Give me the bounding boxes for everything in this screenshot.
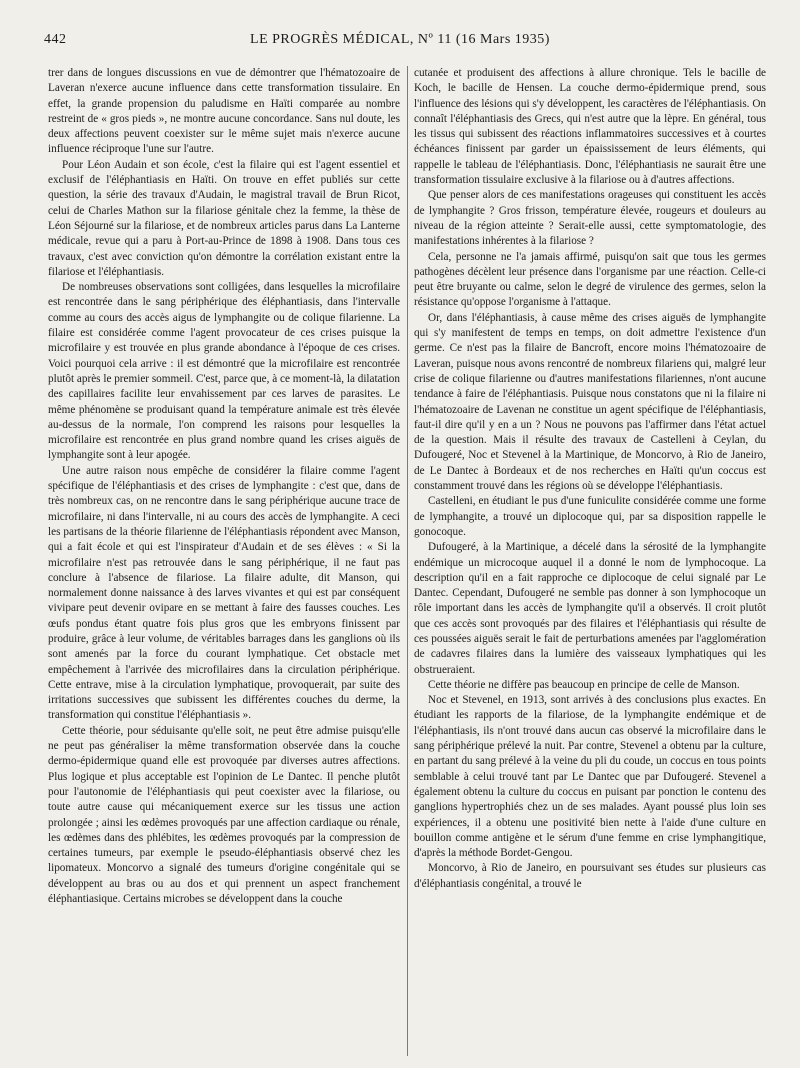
paragraph: trer dans de longues discussions en vue de démontrer que l'hématozoaire de Laveran n'exerce aucune influence dans cette transformation tissulaire. En effet, la grande propension du paludisme en Haïti comparée au nombre restreint de « gros pieds », ne montre aucune concordance. Sans nul doute, les deux affections peuvent coexister sur le même sujet mais n'exerce aucune influence réciproque l'une sur l'autre. [48,67,400,156]
paragraph: Cela, personne ne l'a jamais affirmé, puisqu'on sait que tous les germes pathogènes décèlent leur présence dans l'organisme par une réaction. Celle-ci peut être bruyante ou calme, selon le degré de virulence des germes, selon la résistance qu'oppose l'organisme à l'attaque. [414,250,766,309]
left-column [48,66,400,1056]
page-header [30,30,770,52]
paragraph: Castelleni, en étudiant le pus d'une funiculite considérée comme une forme de lymphangite, a trouvé un diplocoque qui, par sa disposition rappelle le gonocoque. [414,495,766,538]
paragraph: Cette théorie ne diffère pas beaucoup en principe de celle de Manson. [428,678,740,691]
page-number: 442 [44,32,67,47]
paragraph: Que penser alors de ces manifestations orageuses qui constituent les accès de lymphangite ? Gros frisson, température élevée, rougeurs et douleurs au niveau de la région atteinte ? Serait-elle aussi, cette symptomatologie, des manifestations inhérentes à la filariose ? [414,189,766,248]
paragraph: Une autre raison nous empêche de considérer la filaire comme l'agent spécifique de l'éléphantiasis et des crises de lymphangite : c'est que, dans de très nombreux cas, on ne rencontre dans le sang périphérique aucune trace de microfilaire, ni dans l'intervalle, ni au cours des accès de lymphangite. A ceci les partisans de la théorie filarienne de l'éléphantiasis répondent avec Manson, qui a fait école et qui est l'inspirateur d'Audain et de ses élèves : « Si la microfilaire n'est pas retrouvée dans le sang périphérique, il ne faut pas conclure à l'absence de filariose. La filaire adulte, dit Manson, qui normalement donne naissance à des larves vivantes et qui est par conséquent vivipare peut devenir ovipare en se mettant à faire des fausses couches. Les œufs pondus étant quatre fois plus gros que les embryons finissent par produire, grâce à leur volume, de véritables barrages dans les ganglions où ils sont amenés par la force du courant lymphatique. Cet obstacle met empêchement à l'arrivée des microfilaires dans la circulation périphérique. Cette entrave, mise à la circulation lymphatique, provoquerait, par suite des irritations successives que subissent les différentes couches du derme, la transformation qui constitue l'éléphantiasis ». [48,464,400,722]
paragraph: cutanée et produisent des affections à allure chronique. Tels le bacille de Koch, le bacille de Hensen. La couche dermo-épidermique prend, sous l'influence des lésions qui s'y développent, les caractères de l'éléphantiasis. On connaît l'éléphantiasis des Grecs, qui n'est autre que la lèpre. En général, tous les tissus qui subissent des réactions inflammatoires successives et à courtes échéances finissent par garder un épaississement de leurs éléments, qui rappelle le tableau de l'éléphantiasis. Donc, l'éléphantiasis ne saurait être une transformation tissulaire exclusive à la filariose ou à d'autres affections. [414,67,766,187]
paragraph: Moncorvo, à Rio de Janeiro, en poursuivant ses études sur plusieurs cas d'éléphantiasis congénital, a trouvé le [414,862,766,890]
column-divider [407,66,408,1056]
paragraph: Or, dans l'éléphantiasis, à cause même des crises aiguës de lymphangite qui s'y manifestent de temps en temps, on doit admettre l'existence d'un germe. Ce n'est pas la filaire de Bancroft, encore moins l'hématozoaire de Laveran, puisque nous avons rencontré de nombreux filariens qui, malgré leur crise de colique filarienne ou d'autres manifestations filariennes, n'ont aucune tendance à faire de l'éléphantiasis. Puisque nous constatons que ni la filaire ni l'hématozoaire de Lavenan ne constitue un agent spécifique de l'éléphantiasis, faut-il dire qu'il y en a un ? Nous ne pouvons pas l'affirmer dans l'état actuel de la question. Mais il résulte des travaux de Castelleni à Ceylan, du Dufougeré, Noc et Stevenel à la Martinique, de Moncorvo, à Rio de Janeiro, de Le Dantec à Bordeaux et de nos recherches en Haïti qu'un coccus est constamment trouvé dans les régions où se développe l'éléphantiasis. [414,311,766,493]
paragraph: Noc et Stevenel, en 1913, sont arrivés à des conclusions plus exactes. En étudiant les rapports de la filariose, de la lymphangite endémique et de l'éléphantiasis, ils n'ont trouvé dans aucun cas observé la microfilaire dans le sang périphérique prélevé la nuit. Par contre, Stevenel a obtenu par la culture, en partant du sang prélevé à la veine du pli du coude, un coccus en tous points semblable à celui trouvé tant par Le Dantec que par Dufougeré. Stevenel a également obtenu la culture du coccus en puisant par ponction le contenu des ganglions hypertrophiés chez un de ses malades. Ayant poussé plus loin ses expériences, il a obtenu une positivité bien nette à l'aide d'une culture en bouillon comme antigène et le sérum d'une femme en crise lymphangitique, d'après la méthode Bordet-Gengou. [414,694,766,860]
paragraph: Pour Léon Audain et son école, c'est la filaire qui est l'agent essentiel et exclusif de l'éléphantiasis en Haïti. On trouve en effet publiés sur cette question, la série des travaux d'Audain, le magistral travail de Brun Ricot, celui de Charles Mathon sur la filariose génitale chez la femme, la thèse de Léon Séjourné sur la filariose, et de nombreux articles parus dans La Lanterne médicale, revue qui a paru à Port-au-Prince de 1898 à 1908. Dans tous ces travaux, c'est avec conviction qu'on démontre la corrélation existant entre la filariose et l'éléphantiasis. [48,158,400,278]
paragraph: De nombreuses observations sont colligées, dans lesquelles la microfilaire est rencontrée dans le sang périphérique des éléphantiasis, dans l'intervalle comme au cours des accès aigus de lymphangite ou de colique filarienne. La filaire est considérée comme l'agent provocateur de ces crises puisque la microfilaire y est trouvée en plus grande abondance à l'époque de ces crises. Voici pourquoi cela arrive : il est démontré que la microfilaire est rencontrée plutôt après le premier sommeil. C'est, parce que, à ce moment-là, la dilatation des capillaires facilite leur envahissement par ces larves de parasites. Le même phénomène se produisant quand la température animale est très élevée au-dessus de la normale, l'on comprend les raisons pour lesquelles la microfilaire est rencontrée en plus grand nombre quand les crises aiguës de lymphangite sont à leur apogée. [48,281,400,462]
running-title: LE PROGRÈS MÉDICAL, Nº 11 (16 Mars 1935) [250,32,550,47]
paragraph: Cette théorie, pour séduisante qu'elle soit, ne peut être admise puisqu'elle ne peut pas généraliser la même transformation observée dans la couche dermo-épidermique quand elle est provoquée par diverses autres affections. Plus logique et plus acceptable est l'opinion de Le Dantec. Il penche plutôt pour l'autonomie de l'éléphantiasis qui peut coexister avec la filariose, ou toute autre cause qui mécaniquement exerce sur les tissus une action prolongée ; ainsi les œdèmes provoqués par une affection cardiaque ou rénale, les œdèmes dans des phlébites, les œdèmes provoqués par la compression de certaines tumeurs, par exemple le pseudo-éléphantiasis observé chez les lipomateux. Moncorvo a signalé des tumeurs d'origine congénitale qui se développent au bras ou au dos et qui prennent un aspect franchement éléphantiasique. Certains microbes se développent dans la couche [48,724,400,906]
paragraph: Dufougeré, à la Martinique, a décelé dans la sérosité de la lymphangite endémique un microcoque auquel il a donné le nom de lymphocoque. La description qu'il en a fait rapproche ce diplocoque de celui signalé par Le Dantec. Cependant, Dufougeré ne semble pas donner à son lymphocoque un rôle important dans les accès de lymphangite qu'il a observés. Il croit plutôt que ces accès sont provoqués par des filaires et l'éléphantiasis qui résulte de ces poussées aiguës serait le fait de perturbations amenées par l'agglomération de cadavres filaires dans la lumière des vaisseaux lymphatiques qui les obstrueraient. [414,541,766,676]
right-column [414,66,766,1056]
